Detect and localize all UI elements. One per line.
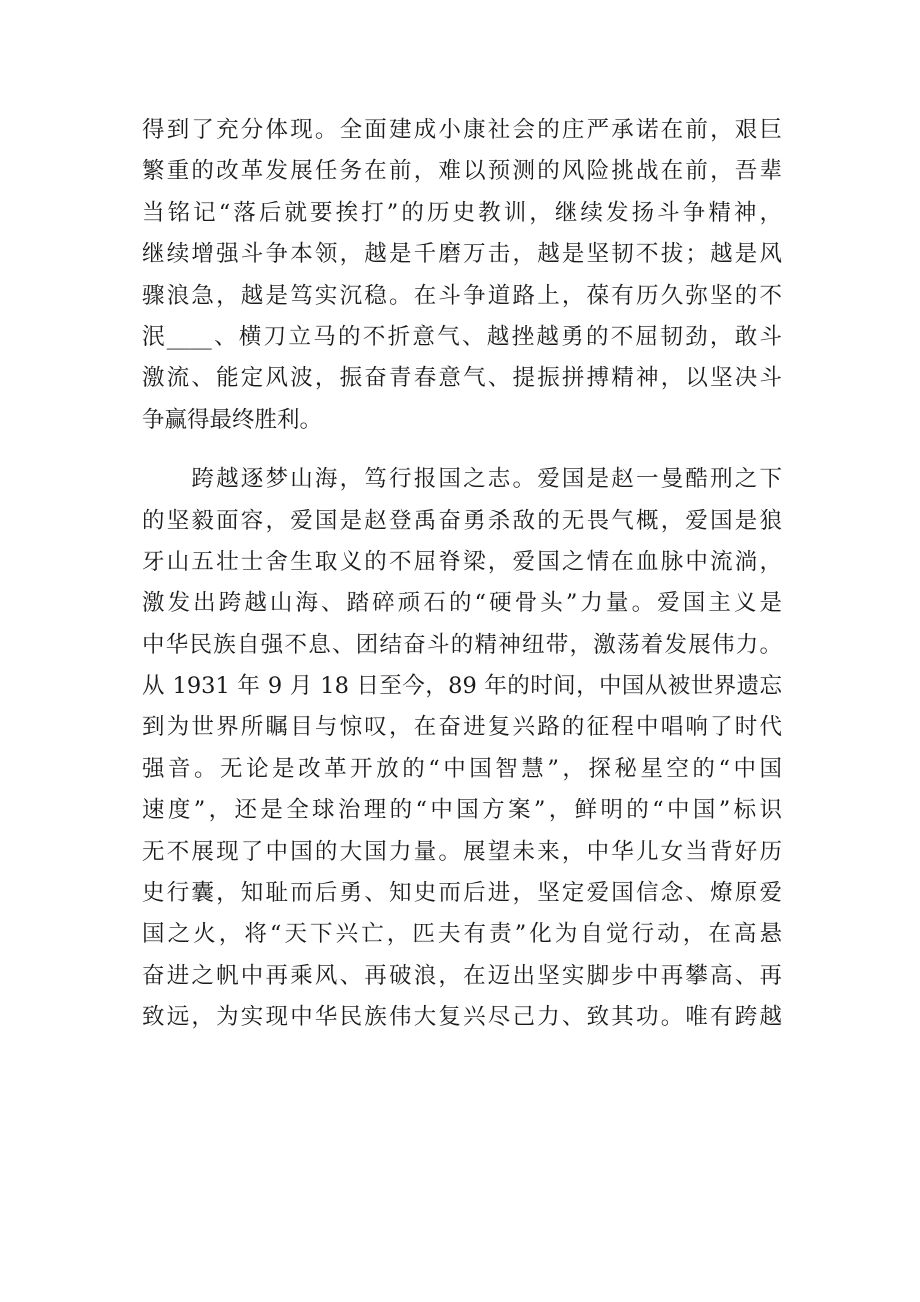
text-line: 从 1931 年 9 月 18 日至今，89 年的时间，中国从被世界遗忘 [142,673,782,700]
text-line: 当铭记“落后就要挨打”的历史教训，继续发扬斗争精神， [142,199,782,226]
text-line: 激流、能定风波，振奋青春意气、提振拼搏精神，以坚决斗 [142,365,782,392]
text-line: 泯____、横刀立马的不折意气、越挫越勇的不屈韧劲，敢斗 [142,323,782,350]
text-line: 到为世界所瞩目与惊叹，在奋进复兴路的征程中唱响了时代 [142,714,782,741]
text-line: 跨越逐梦山海，笃行报国之志。爱国是赵一曼酷刑之下 [142,466,782,493]
text-line: 牙山五壮士舍生取义的不屈脊梁，爱国之情在血脉中流淌， [142,548,782,575]
text-line: 得到了充分体现。全面建成小康社会的庄严承诺在前，艰巨 [142,117,782,143]
body-text [142,110,782,1039]
paragraph-spacing [142,441,782,459]
paragraph-struggle [142,110,782,441]
text-line: 的坚毅面容，爱国是赵登禹奋勇杀敌的无畏气概，爱国是狼 [142,507,782,534]
text-line: 争赢得最终胜利。 [142,406,323,433]
text-line: 史行囊，知耻而后勇、知史而后进，坚定爱国信念、燎原爱 [142,880,782,907]
text-line: 国之火，将“天下兴亡，匹夫有责”化为自觉行动，在高悬 [142,921,782,948]
text-line: 继续增强斗争本领，越是千磨万击，越是坚韧不拔；越是风 [142,241,782,268]
text-line: 中华民族自强不息、团结奋斗的精神纽带，激荡着发展伟力。 [142,631,782,658]
text-line: 无不展现了中国的大国力量。展望未来，中华儿女当背好历 [142,838,782,865]
text-line: 速度”，还是全球治理的“中国方案”，鲜明的“中国”标识 [142,797,782,824]
text-line: 激发出跨越山海、踏碎顽石的“硬骨头”力量。爱国主义是 [142,590,782,617]
text-line: 强音。无论是改革开放的“中国智慧”，探秘星空的“中国 [142,755,782,782]
text-line: 繁重的改革发展任务在前，难以预测的风险挑战在前，吾辈 [142,158,782,185]
text-line: 致远，为实现中华民族伟大复兴尽己力、致其功。唯有跨越 [142,1004,782,1031]
text-line: 骤浪急，越是笃实沉稳。在斗争道路上，葆有历久弥坚的不 [142,282,782,309]
text-line: 奋进之帆中再乘风、再破浪，在迈出坚实脚步中再攀高、再 [142,962,782,989]
paragraph-patriotism [142,459,782,1038]
